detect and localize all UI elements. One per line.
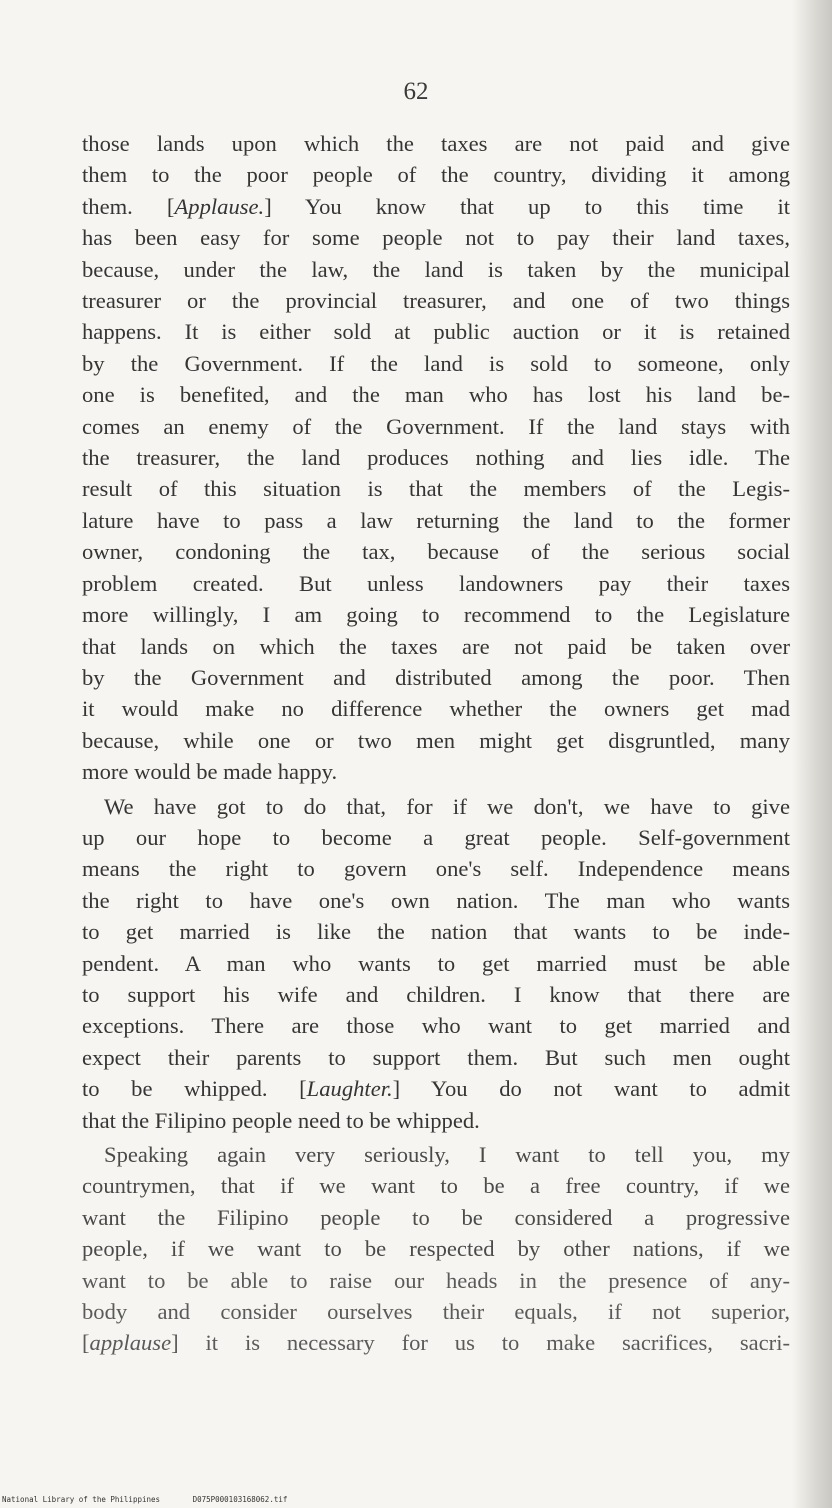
text-line: to get married is like the nation that wants to be inde- <box>82 919 790 945</box>
text-line: the treasurer, the land produces nothing and lies idle. The <box>82 445 790 471</box>
text-line: treasurer or the provincial treasurer, and one of two things <box>82 288 790 314</box>
text-line: that lands on which the taxes are not paid be taken over <box>82 633 790 659</box>
text-segment: [ <box>82 1330 90 1356</box>
text-line: result of this situation is that the members of the Legis- <box>82 476 790 502</box>
text-line: happens. It is either sold at public auction or it is retained <box>82 319 790 345</box>
text-segment: to be whipped. [ <box>82 1076 307 1102</box>
text-line: Speaking again very seriously, I want to tell you, my <box>104 1142 790 1167</box>
text-line: to support his wife and children. I know that there are <box>82 981 790 1007</box>
text-line: those lands upon which the taxes are not paid and give <box>82 131 790 156</box>
scan-footer <box>2 1495 287 1504</box>
italic-stage-direction: applause <box>89 1330 172 1356</box>
text-line: body and consider ourselves their equals, if not superior, <box>82 1299 790 1325</box>
text-line: that the Filipino people need to be whipped. <box>82 1107 480 1133</box>
text-line: by the Government. If the land is sold to someone, only <box>82 350 790 376</box>
paragraph-2 <box>82 791 790 1136</box>
paragraph-3 <box>82 1139 790 1359</box>
text-line: because, under the law, the land is taken by the municipal <box>82 256 790 282</box>
text-line: exceptions. There are those who want to get married and <box>82 1013 790 1039</box>
body-text <box>82 128 790 1359</box>
text-line: owner, condoning the tax, because of the serious social <box>82 539 790 565</box>
footer-filename: D075P000103168062.tif <box>192 1495 288 1504</box>
text-line: pendent. A man who wants to get married must be able <box>82 950 790 976</box>
text-segment: ] You do not want to admit <box>392 1076 790 1102</box>
text-line: people, if we want to be respected by other nations, if we <box>82 1236 790 1262</box>
text-line <box>82 1073 790 1104</box>
page-edge-shadow <box>792 0 832 1508</box>
text-line: means the right to govern one's self. Independence means <box>82 856 790 882</box>
footer-library: National Library of the Philippines <box>2 1495 161 1504</box>
text-line: it would make no difference whether the owners get mad <box>82 696 790 722</box>
text-line: We have got to do that, for if we don't, we have to give <box>104 793 790 819</box>
text-line: the right to have one's own nation. The man who wants <box>82 887 790 913</box>
text-line <box>82 191 790 222</box>
text-line: by the Government and distributed among the poor. Then <box>82 664 790 690</box>
text-segment: ] it is necessary for us to make sacrifices, sacri- <box>171 1330 790 1356</box>
text-line: more would be made happy. <box>82 759 338 785</box>
text-line: want the Filipino people to be considered a progressive <box>82 1204 790 1230</box>
text-line: one is benefited, and the man who has lost his land be- <box>82 382 790 408</box>
text-line: because, while one or two men might get disgruntled, many <box>82 727 790 753</box>
text-line: lature have to pass a law returning the land to the former <box>82 507 790 533</box>
text-line: has been easy for some people not to pay their land taxes, <box>82 225 790 251</box>
text-line: problem created. But unless landowners pay their taxes <box>82 570 790 596</box>
italic-stage-direction: Laughter. <box>306 1076 393 1102</box>
text-line: them to the poor people of the country, dividing it among <box>82 162 790 188</box>
text-line: want to be able to raise our heads in the presence of any- <box>82 1267 790 1293</box>
text-segment: them. [ <box>82 193 175 219</box>
italic-stage-direction: Applause. <box>174 193 265 219</box>
text-line: more willingly, I am going to recommend to the Legislature <box>82 602 790 628</box>
text-line: countrymen, that if we want to be a free country, if we <box>82 1173 790 1199</box>
paragraph-1 <box>82 128 790 788</box>
text-line: up our hope to become a great people. Self-government <box>82 824 790 850</box>
page-number: 62 <box>403 78 429 105</box>
text-line <box>82 1327 790 1358</box>
text-segment: ] You know that up to this time it <box>264 193 791 219</box>
text-line: expect their parents to support them. But such men ought <box>82 1044 790 1070</box>
text-line: comes an enemy of the Government. If the land stays with <box>82 413 790 439</box>
